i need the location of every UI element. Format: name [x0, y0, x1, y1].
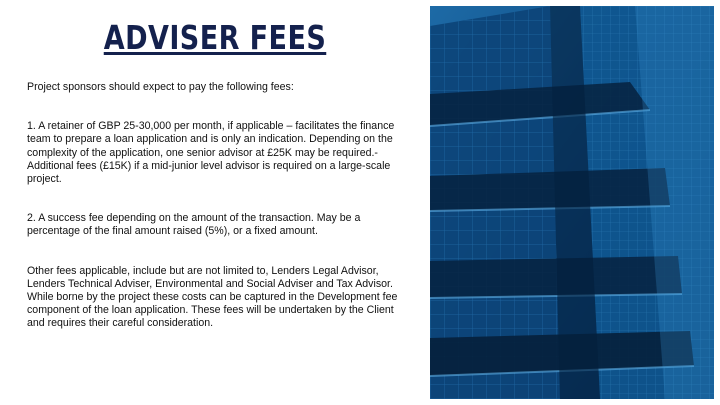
fee-item-retainer: 1. A retainer of GBP 25-30,000 per month, if applicable – facilitates the finance team to prepare a loan application and is only an indication. Depending on the complexity of the application, one senior advisor at £25K may be required.- Additional fees (£15K) if a mid-junior level advisor is required on a large-scale project. — [27, 120, 395, 186]
slide-title: ADVISER FEES — [103, 18, 327, 57]
fee-item-success: 2. A success fee depending on the amount of the transaction. May be a percentage of the final amount raised (5%), or a fixed amount. — [27, 212, 361, 238]
slide-body — [27, 81, 399, 331]
fee-item-other: Other fees applicable, include but are not limited to, Lenders Legal Advisor, Lenders Technical Adviser, Environmental and Social Adviser and Tax Advisor. While borne by the project these costs can be captured in the Development fee component of the loan application. These fees will be undertaken by the Client and requires their careful consideration. — [27, 264, 398, 330]
intro-text: Project sponsors should expect to pay the following fees: — [27, 81, 294, 93]
building-image — [430, 6, 714, 399]
building-photo — [430, 6, 714, 399]
